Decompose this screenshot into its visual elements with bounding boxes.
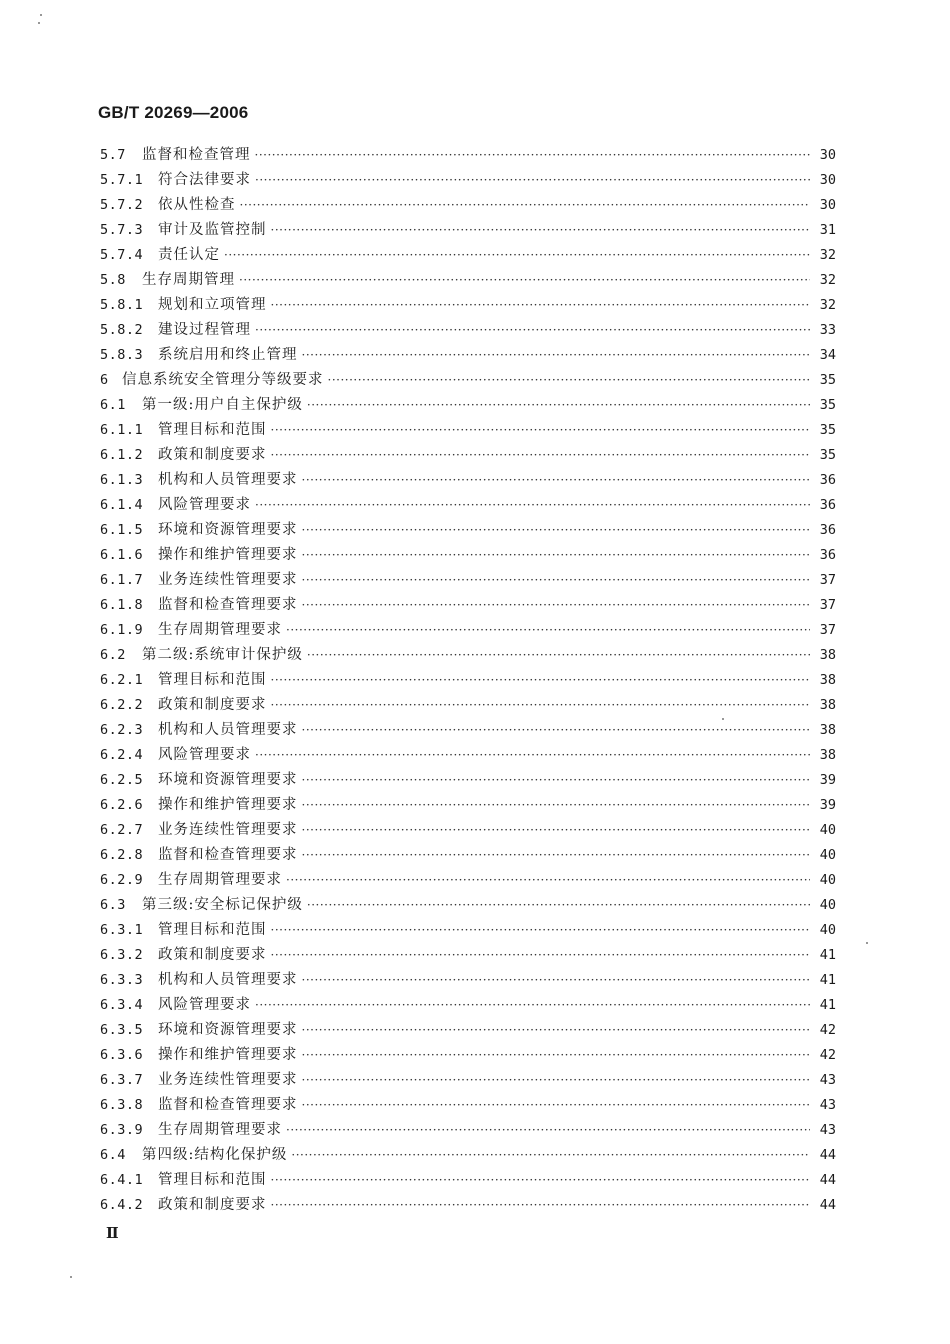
toc-dot-leader	[302, 1018, 811, 1043]
toc-entry-page: 43	[819, 1072, 836, 1088]
toc-entry[interactable]	[100, 718, 836, 743]
toc-dot-leader	[271, 918, 811, 943]
page-folio: Ⅱ	[106, 1226, 119, 1242]
toc-entry-page: 33	[819, 322, 836, 338]
toc-entry[interactable]	[100, 368, 836, 393]
toc-entry-number: 5.8.2	[100, 322, 144, 338]
toc-dot-leader	[271, 293, 811, 318]
toc-entry[interactable]	[100, 543, 836, 568]
toc-entry-title: 规划和立项管理	[158, 297, 267, 313]
toc-entry-title: 生存周期管理要求	[158, 872, 282, 888]
toc-entry-page: 43	[819, 1122, 836, 1138]
toc-entry-page: 37	[819, 572, 836, 588]
toc-entry-title: 政策和制度要求	[158, 697, 267, 713]
toc-entry-title: 建设过程管理	[158, 322, 251, 338]
toc-entry-title: 信息系统安全管理分等级要求	[122, 372, 324, 388]
toc-entry-number: 6.3.6	[100, 1047, 144, 1063]
toc-entry[interactable]	[100, 1068, 836, 1093]
toc-entry-number: 6.3	[100, 897, 126, 913]
toc-dot-leader	[302, 593, 811, 618]
toc-entry-page: 40	[819, 897, 836, 913]
toc-entry-title: 符合法律要求	[158, 172, 251, 188]
toc-entry-page: 39	[819, 797, 836, 813]
toc-entry-page: 32	[819, 272, 836, 288]
toc-dot-leader	[286, 868, 810, 893]
toc-entry-number: 5.7.4	[100, 247, 144, 263]
toc-entry-title: 政策和制度要求	[158, 947, 267, 963]
toc-entry-number: 5.7	[100, 147, 126, 163]
toc-entry-number: 6.2.4	[100, 747, 144, 763]
toc-dot-leader	[302, 768, 811, 793]
toc-dot-leader	[255, 743, 810, 768]
toc-entry[interactable]	[100, 343, 836, 368]
toc-entry-number: 6.2.7	[100, 822, 144, 838]
toc-entry-number: 6.3.7	[100, 1072, 144, 1088]
toc-entry[interactable]	[100, 993, 836, 1018]
toc-dot-leader	[302, 543, 811, 568]
toc-entry-title: 管理目标和范围	[158, 672, 267, 688]
toc-entry-title: 机构和人员管理要求	[158, 472, 298, 488]
toc-entry-title: 环境和资源管理要求	[158, 522, 298, 538]
standard-number: GB/T 20269—2006	[98, 103, 249, 122]
toc-entry-number: 6.3.4	[100, 997, 144, 1013]
scan-speck	[866, 942, 868, 944]
toc-dot-leader	[302, 818, 811, 843]
scan-speck	[40, 14, 42, 16]
toc-entry-title: 管理目标和范围	[158, 1172, 267, 1188]
toc-dot-leader	[271, 1193, 811, 1218]
toc-entry-title: 操作和维护管理要求	[158, 797, 298, 813]
toc-entry-title: 生存周期管理	[142, 272, 235, 288]
toc-entry-number: 6.1.6	[100, 547, 144, 563]
toc-entry[interactable]	[100, 218, 836, 243]
toc-dot-leader	[302, 718, 811, 743]
toc-entry-title: 操作和维护管理要求	[158, 547, 298, 563]
toc-entry-number: 6.2.9	[100, 872, 144, 888]
toc-entry[interactable]	[100, 493, 836, 518]
toc-entry-number: 6.4	[100, 1147, 126, 1163]
toc-entry-number: 5.7.2	[100, 197, 144, 213]
toc-entry-title: 政策和制度要求	[158, 447, 267, 463]
toc-entry-page: 41	[819, 947, 836, 963]
toc-entry-page: 35	[819, 422, 836, 438]
toc-dot-leader	[286, 1118, 810, 1143]
toc-entry-number: 6.2.8	[100, 847, 144, 863]
toc-entry-number: 6.1.8	[100, 597, 144, 613]
scan-speck	[70, 1276, 72, 1278]
toc-entry-title: 风险管理要求	[158, 497, 251, 513]
toc-entry-page: 30	[819, 147, 836, 163]
toc-entry-title: 监督和检查管理要求	[158, 1097, 298, 1113]
toc-entry-number: 6.1.1	[100, 422, 144, 438]
toc-entry-number: 6.3.1	[100, 922, 144, 938]
toc-entry-page: 42	[819, 1047, 836, 1063]
toc-entry-page: 38	[819, 697, 836, 713]
toc-entry-page: 30	[819, 172, 836, 188]
toc-entry-number: 5.7.1	[100, 172, 144, 188]
toc-entry-title: 业务连续性管理要求	[158, 572, 298, 588]
toc-entry[interactable]	[100, 393, 836, 418]
toc-entry[interactable]	[100, 1018, 836, 1043]
toc-dot-leader	[271, 443, 811, 468]
toc-entry-number: 6.2.1	[100, 672, 144, 688]
toc-entry[interactable]	[100, 1093, 836, 1118]
toc-entry-page: 44	[819, 1147, 836, 1163]
toc-dot-leader	[302, 968, 811, 993]
toc-dot-leader	[224, 243, 810, 268]
toc-entry-number: 6.3.5	[100, 1022, 144, 1038]
toc-entry-number: 6.1	[100, 397, 126, 413]
toc-dot-leader	[255, 143, 811, 168]
toc-entry-page: 38	[819, 722, 836, 738]
toc-dot-leader	[302, 1043, 811, 1068]
toc-entry-page: 43	[819, 1097, 836, 1113]
toc-entry[interactable]	[100, 818, 836, 843]
toc-entry[interactable]	[100, 1118, 836, 1143]
toc-entry-page: 38	[819, 672, 836, 688]
table-of-contents	[100, 143, 836, 1218]
toc-dot-leader	[302, 568, 811, 593]
toc-entry-title: 第三级:安全标记保护级	[142, 897, 303, 913]
toc-entry-number: 6.1.7	[100, 572, 144, 588]
toc-dot-leader	[302, 1093, 811, 1118]
toc-entry[interactable]	[100, 618, 836, 643]
toc-dot-leader	[302, 793, 811, 818]
toc-entry-page: 36	[819, 472, 836, 488]
toc-entry-number: 6.1.2	[100, 447, 144, 463]
toc-dot-leader	[271, 693, 811, 718]
toc-entry-title: 业务连续性管理要求	[158, 1072, 298, 1088]
toc-dot-leader	[302, 468, 811, 493]
toc-entry-page: 32	[819, 247, 836, 263]
toc-entry[interactable]	[100, 593, 836, 618]
toc-entry-title: 审计及监管控制	[158, 222, 267, 238]
toc-entry-page: 38	[819, 647, 836, 663]
toc-entry-page: 40	[819, 847, 836, 863]
toc-entry-title: 监督和检查管理要求	[158, 597, 298, 613]
toc-entry-page: 34	[819, 347, 836, 363]
toc-entry-page: 38	[819, 747, 836, 763]
toc-dot-leader	[255, 493, 810, 518]
toc-dot-leader	[271, 943, 811, 968]
toc-entry-title: 管理目标和范围	[158, 922, 267, 938]
toc-entry-number: 6.1.4	[100, 497, 144, 513]
toc-dot-leader	[307, 643, 810, 668]
toc-entry[interactable]	[100, 893, 836, 918]
toc-entry-title: 第一级:用户自主保护级	[142, 397, 303, 413]
toc-entry-number: 6.2.2	[100, 697, 144, 713]
toc-entry-page: 41	[819, 997, 836, 1013]
toc-dot-leader	[239, 268, 810, 293]
toc-dot-leader	[271, 668, 811, 693]
scan-speck	[38, 22, 40, 24]
toc-entry-title: 机构和人员管理要求	[158, 972, 298, 988]
toc-entry[interactable]	[100, 318, 836, 343]
toc-dot-leader	[302, 843, 811, 868]
toc-entry-title: 依从性检查	[158, 197, 236, 213]
toc-entry[interactable]	[100, 568, 836, 593]
toc-entry-number: 6.2.6	[100, 797, 144, 813]
toc-entry[interactable]	[100, 1143, 836, 1168]
toc-dot-leader	[286, 618, 810, 643]
toc-dot-leader	[271, 218, 811, 243]
toc-entry-title: 管理目标和范围	[158, 422, 267, 438]
toc-entry-page: 40	[819, 822, 836, 838]
toc-entry[interactable]	[100, 193, 836, 218]
toc-entry[interactable]	[100, 243, 836, 268]
toc-entry-number: 6.4.2	[100, 1197, 144, 1213]
toc-entry-title: 监督和检查管理要求	[158, 847, 298, 863]
toc-entry[interactable]	[100, 693, 836, 718]
toc-entry-number: 5.8	[100, 272, 126, 288]
scan-speck	[722, 718, 724, 720]
toc-entry-page: 35	[819, 372, 836, 388]
toc-entry-page: 44	[819, 1172, 836, 1188]
toc-entry-title: 第二级:系统审计保护级	[142, 647, 303, 663]
toc-entry-number: 6.1.5	[100, 522, 144, 538]
toc-entry-number: 5.8.3	[100, 347, 144, 363]
toc-entry-title: 政策和制度要求	[158, 1197, 267, 1213]
toc-entry-page: 36	[819, 497, 836, 513]
toc-dot-leader	[271, 1168, 811, 1193]
toc-entry[interactable]	[100, 968, 836, 993]
toc-entry[interactable]	[100, 518, 836, 543]
toc-entry-title: 生存周期管理要求	[158, 1122, 282, 1138]
toc-entry-title: 监督和检查管理	[142, 147, 251, 163]
toc-entry-number: 5.8.1	[100, 297, 144, 313]
toc-entry[interactable]	[100, 793, 836, 818]
toc-entry-title: 操作和维护管理要求	[158, 1047, 298, 1063]
toc-entry-page: 31	[819, 222, 836, 238]
toc-entry[interactable]	[100, 143, 836, 168]
toc-dot-leader	[255, 318, 810, 343]
toc-dot-leader	[302, 518, 811, 543]
toc-entry[interactable]	[100, 868, 836, 893]
toc-entry-page: 40	[819, 872, 836, 888]
toc-entry[interactable]	[100, 918, 836, 943]
toc-entry-title: 风险管理要求	[158, 997, 251, 1013]
toc-entry-page: 37	[819, 597, 836, 613]
toc-dot-leader	[255, 993, 810, 1018]
toc-entry-title: 环境和资源管理要求	[158, 1022, 298, 1038]
toc-entry[interactable]	[100, 293, 836, 318]
toc-entry[interactable]	[100, 1193, 836, 1218]
toc-dot-leader	[302, 343, 811, 368]
toc-entry-title: 风险管理要求	[158, 747, 251, 763]
toc-entry-number: 6.3.2	[100, 947, 144, 963]
toc-entry-number: 5.7.3	[100, 222, 144, 238]
toc-entry[interactable]	[100, 418, 836, 443]
toc-dot-leader	[328, 368, 811, 393]
toc-entry-page: 37	[819, 622, 836, 638]
toc-entry-title: 业务连续性管理要求	[158, 822, 298, 838]
toc-entry[interactable]	[100, 843, 836, 868]
toc-entry[interactable]	[100, 943, 836, 968]
toc-entry[interactable]	[100, 743, 836, 768]
toc-entry[interactable]	[100, 643, 836, 668]
toc-entry[interactable]	[100, 268, 836, 293]
toc-entry[interactable]	[100, 168, 836, 193]
toc-entry-title: 第四级:结构化保护级	[142, 1147, 288, 1163]
toc-entry-page: 44	[819, 1197, 836, 1213]
toc-entry[interactable]	[100, 668, 836, 693]
toc-dot-leader	[291, 1143, 810, 1168]
toc-entry-number: 6.1.9	[100, 622, 144, 638]
toc-dot-leader	[240, 193, 811, 218]
toc-entry-page: 30	[819, 197, 836, 213]
toc-entry[interactable]	[100, 468, 836, 493]
toc-dot-leader	[302, 1068, 811, 1093]
toc-entry-title: 生存周期管理要求	[158, 622, 282, 638]
toc-entry-page: 36	[819, 522, 836, 538]
toc-entry-page: 42	[819, 1022, 836, 1038]
toc-entry-number: 6.1.3	[100, 472, 144, 488]
toc-dot-leader	[271, 418, 811, 443]
toc-entry-number: 6.4.1	[100, 1172, 144, 1188]
toc-entry-page: 35	[819, 447, 836, 463]
toc-entry-page: 41	[819, 972, 836, 988]
toc-entry[interactable]	[100, 1168, 836, 1193]
toc-entry-title: 机构和人员管理要求	[158, 722, 298, 738]
toc-dot-leader	[307, 893, 810, 918]
toc-entry-title: 环境和资源管理要求	[158, 772, 298, 788]
toc-entry-page: 32	[819, 297, 836, 313]
toc-entry-number: 6.3.3	[100, 972, 144, 988]
toc-entry-number: 6.2.3	[100, 722, 144, 738]
toc-entry-number: 6.2.5	[100, 772, 144, 788]
toc-entry-title: 系统启用和终止管理	[158, 347, 298, 363]
toc-entry-number: 6.3.8	[100, 1097, 144, 1113]
toc-entry-number: 6.3.9	[100, 1122, 144, 1138]
toc-entry-number: 6	[100, 372, 109, 388]
toc-entry-number: 6.2	[100, 647, 126, 663]
toc-entry[interactable]	[100, 1043, 836, 1068]
toc-entry-page: 36	[819, 547, 836, 563]
toc-entry-title: 责任认定	[158, 247, 220, 263]
toc-entry-page: 39	[819, 772, 836, 788]
toc-entry-page: 35	[819, 397, 836, 413]
toc-entry[interactable]	[100, 443, 836, 468]
toc-dot-leader	[307, 393, 810, 418]
toc-entry-page: 40	[819, 922, 836, 938]
toc-dot-leader	[255, 168, 810, 193]
toc-entry[interactable]	[100, 768, 836, 793]
